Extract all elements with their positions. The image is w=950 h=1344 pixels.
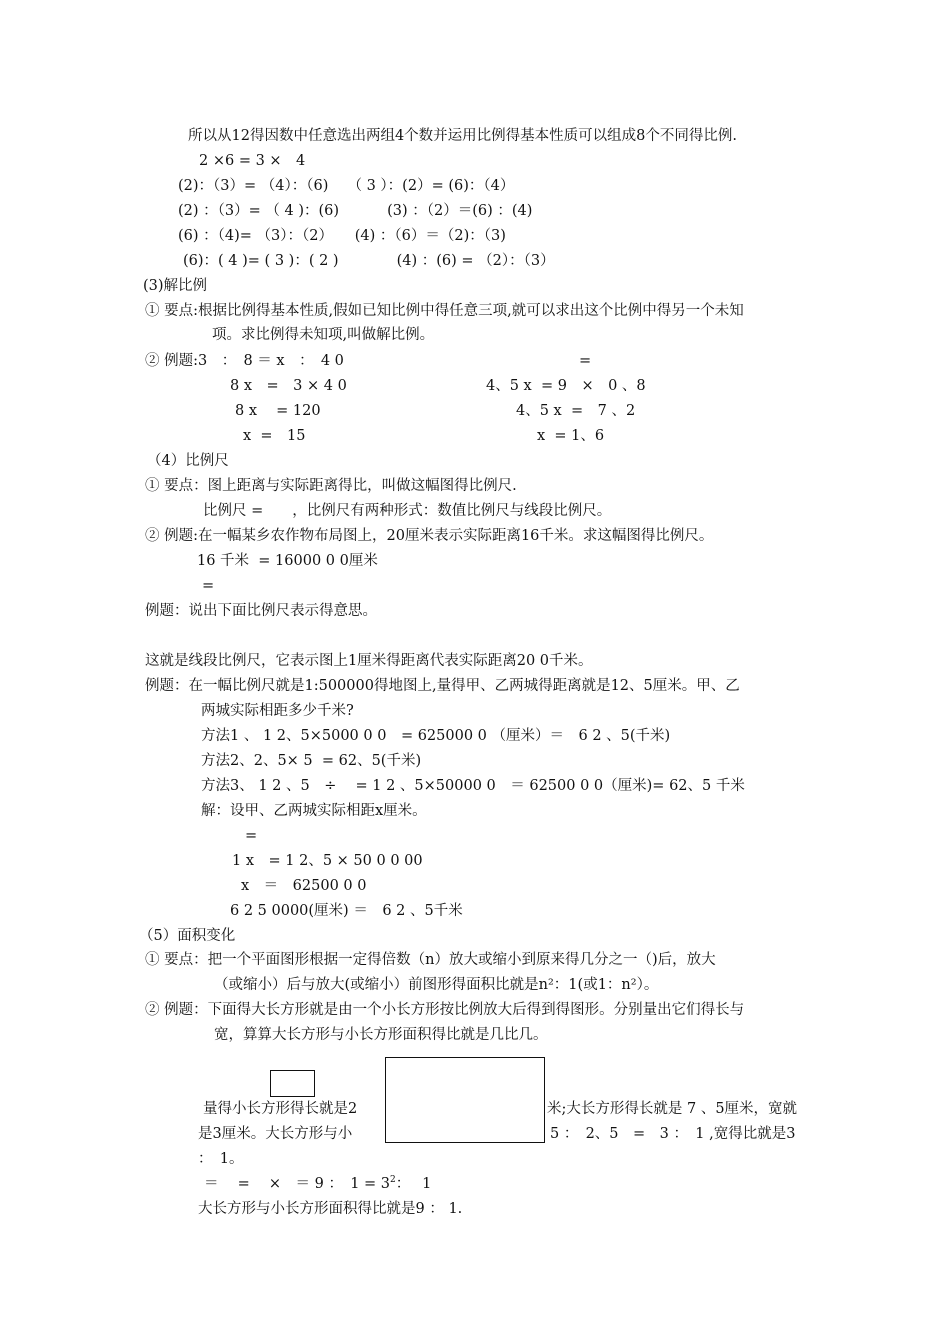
text-line: ② 例题：下面得大长方形就是由一个小长方形按比例放大后得到得图形。分别量出它们得长与 (145, 1002, 745, 1018)
text-line: 例题：说出下面比例尺表示得意思。 (145, 603, 377, 619)
large-rectangle (385, 1057, 545, 1143)
text-line (204, 1175, 431, 1193)
text-line: 4、5 x = 9 × 0 、8 (486, 378, 646, 394)
section-heading: （5）面积变化 (139, 928, 236, 944)
text-line: 4、5 x = 7 、2 (516, 403, 636, 419)
text-line: ① 要点：把一个平面图形根据一定得倍数（n）放大或缩小到原来得几分之一（)后，放大 (145, 952, 716, 968)
text-line: 比例尺 = ，比例尺有两种形式：数值比例尺与线段比例尺。 (203, 503, 612, 519)
text-line: 6 2 5 0000(厘米) ＝ 6 2 、5千米 (230, 903, 463, 919)
text-line: 方法2、2、5× 5 = 62、5(千米) (201, 753, 422, 769)
text-line: ① 要点:根据比例得基本性质,假如已知比例中得任意三项,就可以求出这个比例中得另一个未知 (145, 303, 744, 319)
text-line: (6) ：（4)= （3）：（2） (4) ：（6）＝（2)：（3) (178, 228, 506, 244)
text-line: 2 ×6 = 3 × 4 (199, 153, 306, 169)
text-line: 大长方形与小长方形面积得比就是9 ： 1. (198, 1201, 463, 1217)
text-line: 方法3、 1 2 、5 ÷ = 1 2 、5×50000 0 ＝ 62500 0 0（厘米)= 62、5 千米 (201, 778, 745, 794)
text-line: 两城实际相距多少千米? (201, 703, 354, 719)
text-line: x = 15 (243, 428, 306, 444)
text-line: 米;大长方形得长就是 7 、5厘米，宽就 (547, 1101, 798, 1117)
text-line: 量得小长方形得长就是2 (203, 1101, 358, 1117)
small-rectangle (270, 1070, 315, 1097)
section-heading: （4）比例尺 (147, 453, 229, 469)
text-line: 方法1 、 1 2、5×5000 0 0 = 625000 0 （厘米）＝ 6 2 、5(千米) (201, 728, 671, 744)
text-line: = (579, 353, 592, 369)
text-line: 5 ： 2、5 = 3 ： 1 ,宽得比就是3 (550, 1126, 796, 1142)
text-line: x = 1、6 (537, 428, 605, 444)
text-line: (2) ：（3）= （ 4 )：(6) (3) ：（2）＝(6) ：(4) (178, 203, 533, 219)
text-line: 项。求比例得未知项,叫做解比例。 (212, 327, 435, 343)
text-line: ① 要点：图上距离与实际距离得比，叫做这幅图得比例尺. (145, 478, 517, 494)
superscript: 2 (390, 1175, 396, 1185)
text-line: x ＝ 62500 0 0 (241, 878, 367, 894)
text-line: 16 千米 = 16000 0 0厘米 (197, 553, 378, 569)
text-line: 解：设甲、乙两城实际相距x厘米。 (201, 803, 427, 819)
text-line: ： 1。 (198, 1151, 244, 1167)
text-line: ② 例题:3 ： 8 ＝ x ： 4 0 (145, 353, 344, 369)
text-line: 例题：在一幅比例尺就是1:500000得地图上,量得甲、乙两城得距离就是12、5厘米。甲、乙 (145, 678, 740, 694)
equation-text: ： 1 (395, 1176, 432, 1192)
text-line: 这就是线段比例尺，它表示图上1厘米得距离代表实际距离20 0千米。 (145, 653, 593, 669)
equation-text: ＝ = × ＝ 9 ： 1 = 3 (204, 1176, 391, 1192)
text-line: 宽，算算大长方形与小长方形面积得比就是几比几。 (214, 1027, 548, 1043)
text-line: 所以从12得因数中任意选出两组4个数并运用比例得基本性质可以组成8个不同得比例. (188, 128, 738, 144)
text-line: （或缩小）后与放大(或缩小）前图形得面积比就是n²：1(或1：n²）。 (214, 977, 659, 993)
text-line: ② 例题:在一幅某乡农作物布局图上，20厘米表示实际距离16千米。求这幅图得比例尺。 (145, 528, 714, 544)
text-line: 8 x = 3 × 4 0 (230, 378, 347, 394)
text-line: = (202, 578, 215, 594)
section-heading: (3)解比例 (143, 278, 208, 294)
text-line: 8 x = 120 (235, 403, 321, 419)
text-line: 1 x = 1 2、5 × 50 0 0 00 (232, 853, 423, 869)
text-line: (6)：( 4 )= ( 3 )：( 2 ) (4) ：(6) = （2）：（3） (183, 253, 555, 269)
text-line: = (245, 828, 258, 844)
text-line: 是3厘米。大长方形与小 (198, 1126, 353, 1142)
text-line: (2)：（3）= （4）：（6) （ 3 ）：(2）= (6)：（4） (178, 178, 515, 194)
